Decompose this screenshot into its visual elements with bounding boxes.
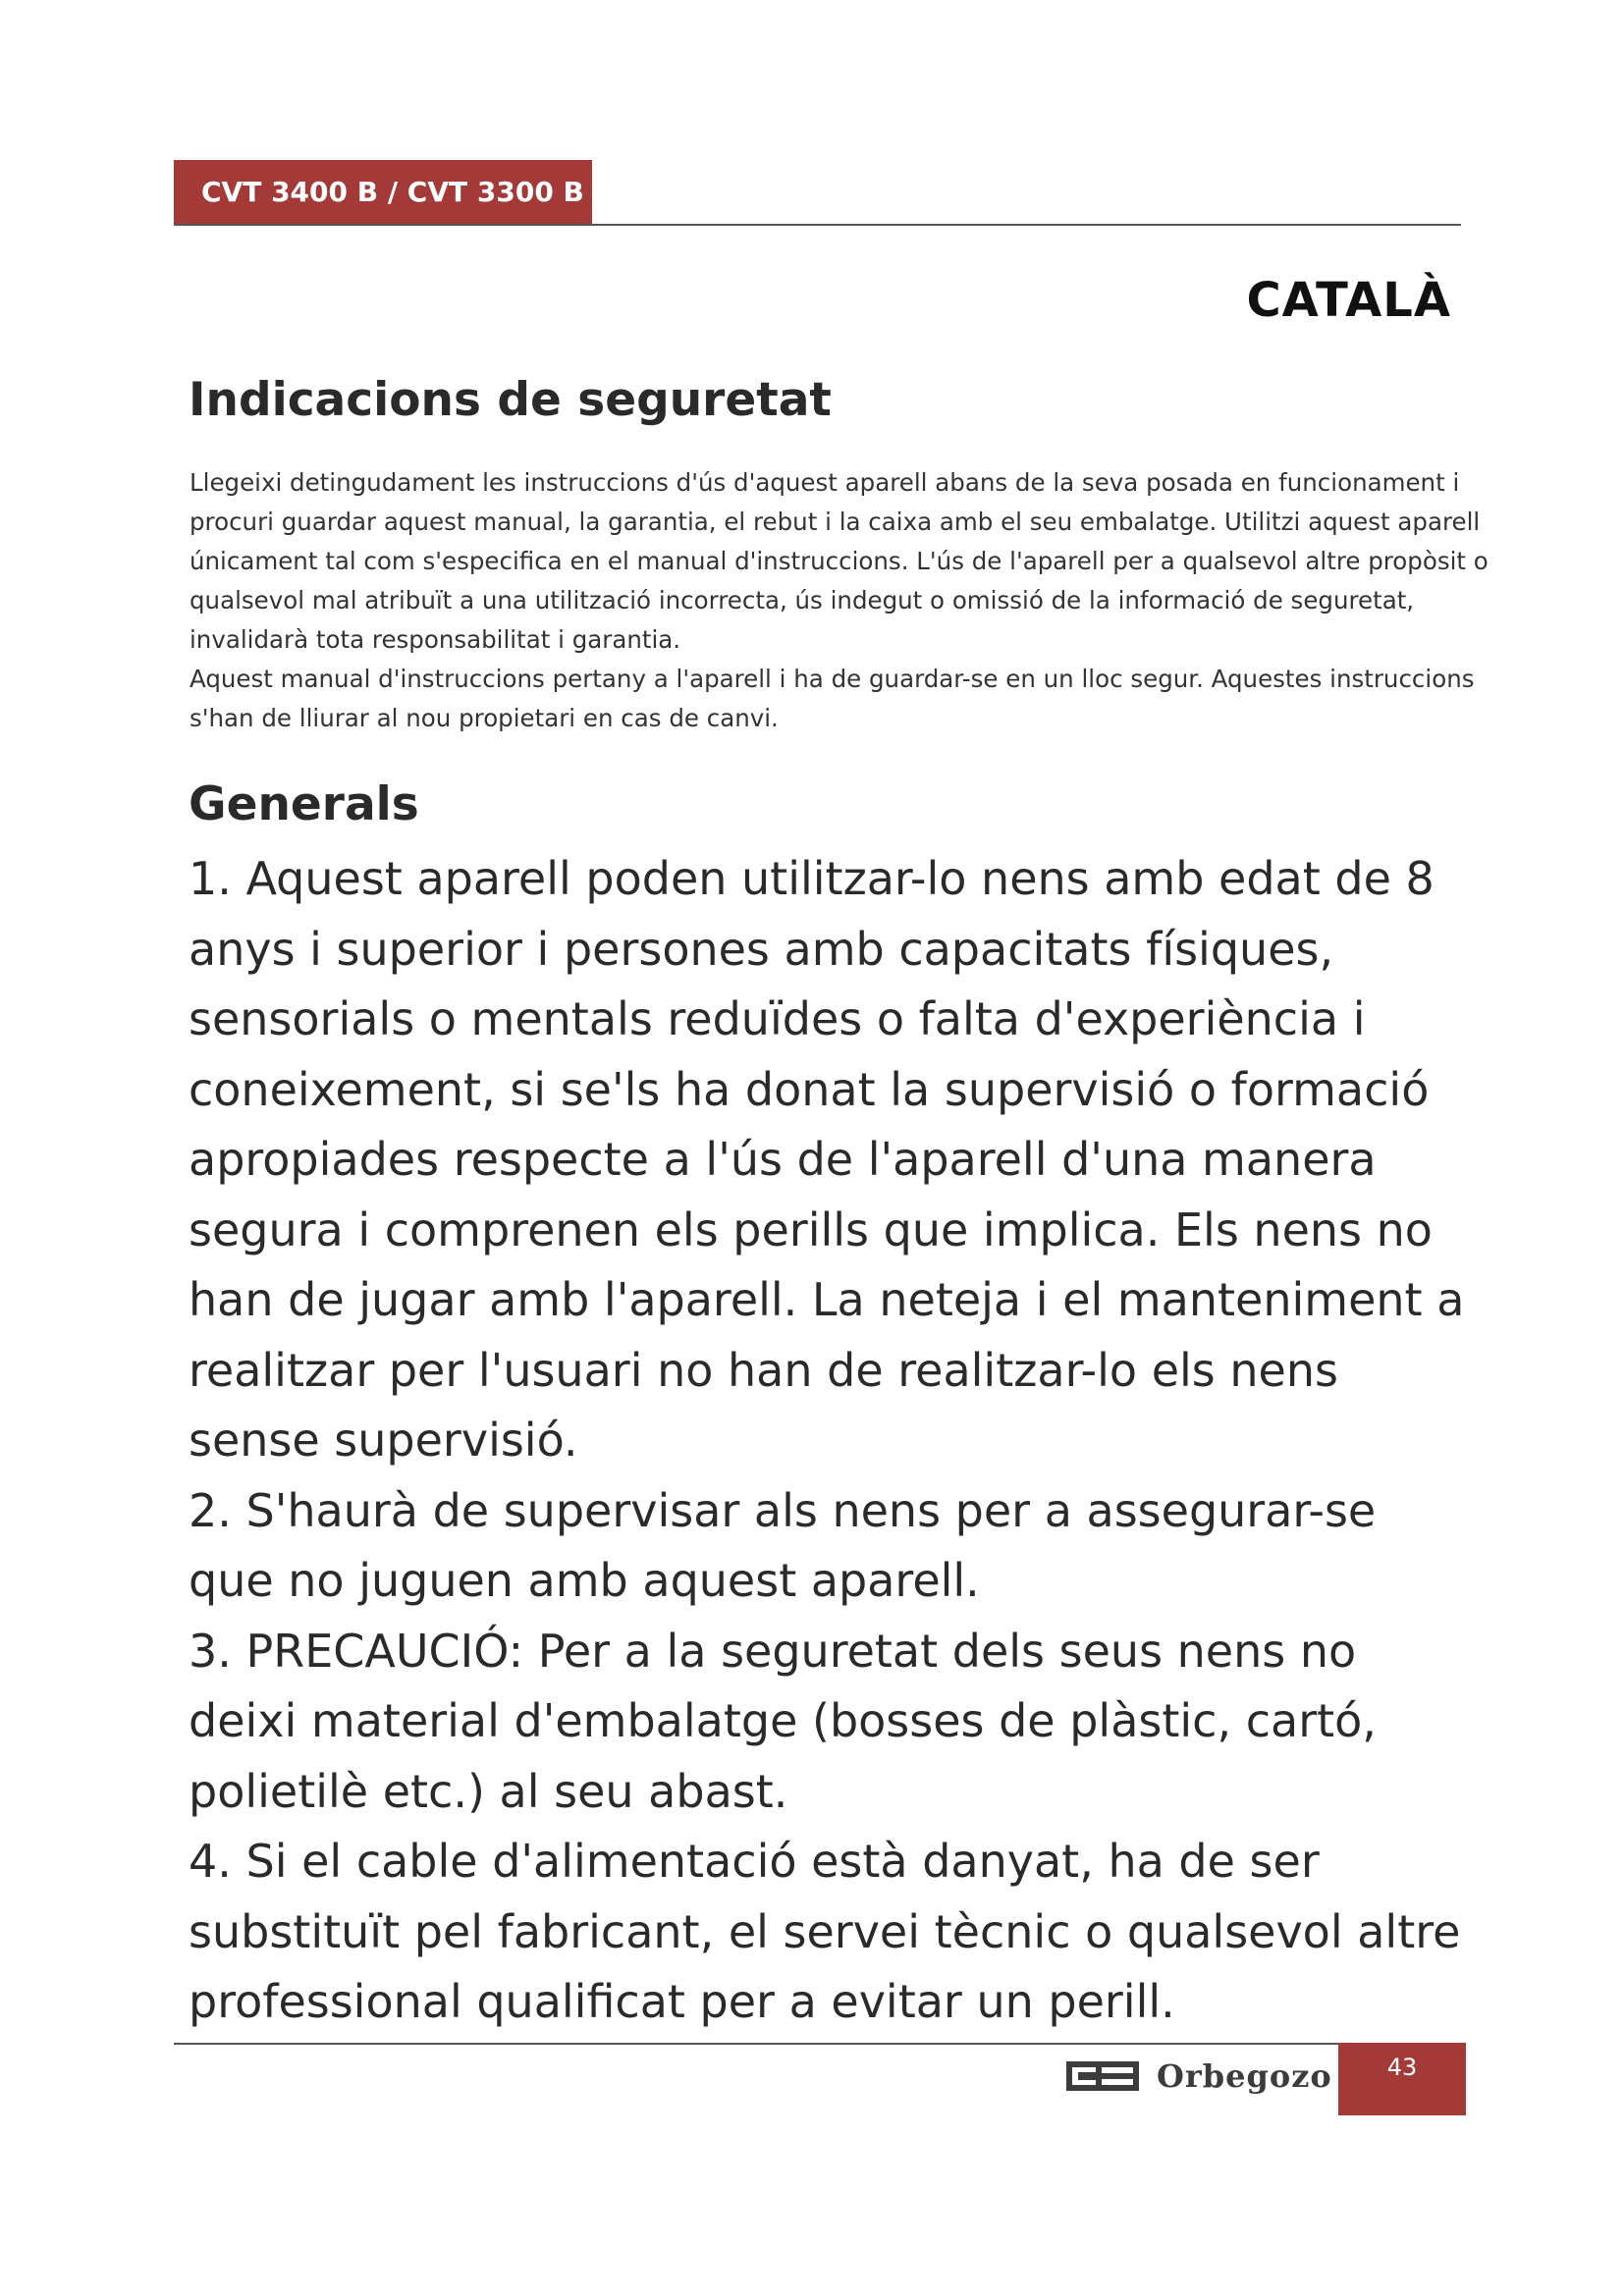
generals-item: 2. S'haurà de supervisar als nens per a assegurar-se que no juguen amb aquest aparell. bbox=[189, 1483, 1377, 1607]
generals-section-title: Generals bbox=[189, 777, 419, 831]
generals-list bbox=[189, 844, 1475, 2038]
page-number: 43 bbox=[1338, 2043, 1466, 2115]
footer-divider bbox=[174, 2043, 1461, 2045]
generals-item: 4. Si el cable d'alimentació està danyat, ha de ser substituït pel fabricant, el servei tècnic o qualsevol altre professional qualificat per a evitar un perill. bbox=[189, 1835, 1461, 2028]
safety-section-title: Indicacions de seguretat bbox=[189, 373, 832, 427]
safety-intro bbox=[189, 463, 1495, 738]
safety-paragraph: Llegeixi detingudament les instruccions d'ús d'aquest aparell abans de la seva posada en funcionament i procuri guardar aquest manual, la garantia, el rebut i la caixa amb el seu embalatge. Utilitzi aquest aparell únicament tal com s'especifica en el manual d'instruccions. L'ús de l'aparell per a qualsevol altre propòsit o qualsevol mal atribuït a una utilització incorrecta, ús indegut o omissió de la informació de seguretat, invalidarà tota responsabilitat i garantia. bbox=[189, 468, 1489, 654]
generals-item: 3. PRECAUCIÓ: Per a la seguretat dels seus nens no deixi material d'embalatge (bosses de plàstic, cartó, polietilè etc.) al seu abast. bbox=[189, 1624, 1377, 1818]
orbegozo-logo-icon bbox=[1066, 2061, 1139, 2091]
brand-name: Orbegozo bbox=[1157, 2057, 1332, 2095]
header-divider bbox=[174, 224, 1461, 226]
generals-item: 1. Aquest aparell poden utilitzar-lo nens amb edat de 8 anys i superior i persones amb capacitats físiques, sensorials o mentals reduïdes o falta d'experiència i coneixement, si se'ls ha donat la supervisió o formació apropiades respecte a l'ús de l'aparell d'una manera segura i comprenen els perills que implica. Els nens no han de jugar amb l'aparell. La neteja i el manteniment a realitzar per l'usuari no han de realitzar-lo els nens sense supervisió. bbox=[189, 852, 1465, 1467]
model-header: CVT 3400 B / CVT 3300 B bbox=[174, 160, 592, 224]
brand-logo bbox=[1066, 2054, 1332, 2099]
language-title: CATALÀ bbox=[1246, 273, 1451, 328]
safety-paragraph: Aquest manual d'instruccions pertany a l'aparell i ha de guardar-se en un lloc segur. Aquestes instruccions s'han de lliurar al nou propietari en cas de canvi. bbox=[189, 665, 1475, 732]
